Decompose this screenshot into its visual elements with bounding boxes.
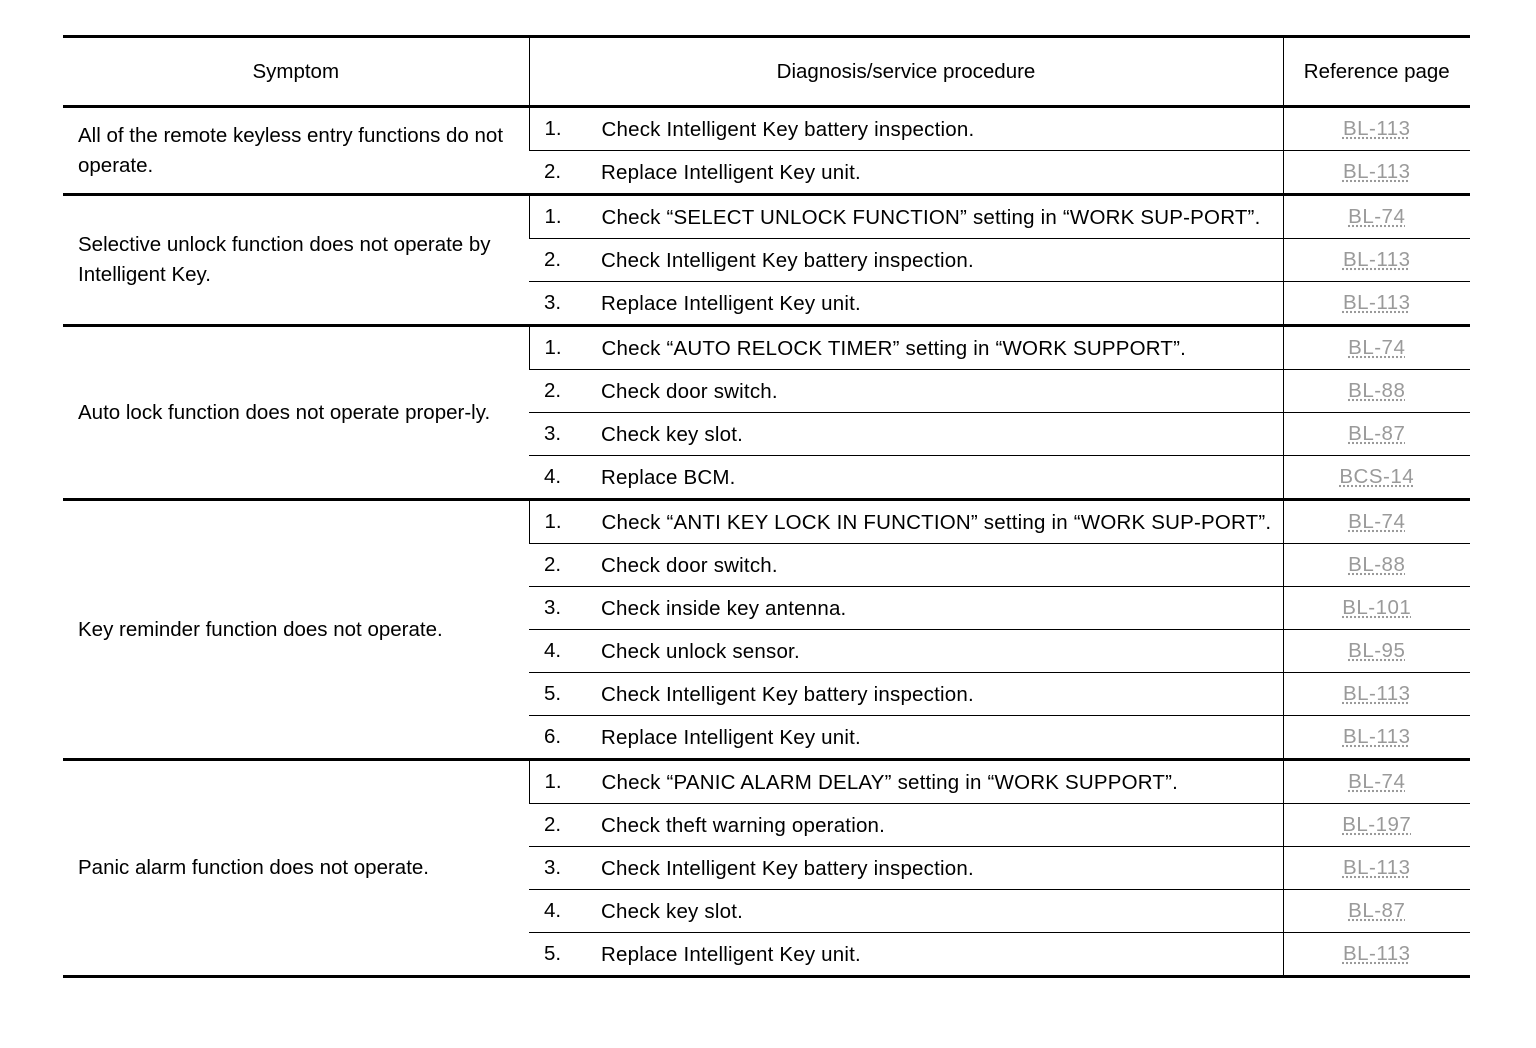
procedure-step: [530, 196, 1283, 238]
symptom-cell: Selective unlock function does not operate by Intelligent Key.: [63, 195, 529, 326]
reference-cell: [1283, 933, 1470, 977]
reference-link[interactable]: BL-74: [1348, 336, 1406, 359]
procedure-cell: [529, 107, 1283, 151]
header-reference: Reference page: [1283, 37, 1470, 107]
step-text: Check Intelligent Key battery inspection.: [601, 682, 974, 706]
symptom-cell: All of the remote keyless entry functions do not operate.: [63, 107, 529, 195]
reference-link[interactable]: BL-74: [1348, 510, 1406, 533]
reference-cell: [1283, 804, 1470, 847]
procedure-step: [529, 804, 1283, 846]
procedure-cell: [529, 151, 1283, 195]
step-text: Check key slot.: [601, 422, 743, 446]
reference-cell: [1283, 847, 1470, 890]
step-text: Check Intelligent Key battery inspection.: [601, 856, 974, 880]
reference-link[interactable]: BL-113: [1342, 291, 1411, 314]
procedure-cell: [529, 239, 1283, 282]
procedure-step: [530, 327, 1283, 369]
reference-link[interactable]: BL-113: [1342, 942, 1411, 965]
symptom-group: [63, 195, 1470, 326]
procedure-cell: [529, 456, 1283, 500]
step-text: Check “SELECT UNLOCK FUNCTION” setting in “WORK SUP-PORT”.: [601, 205, 1261, 229]
step-number: 4.: [544, 465, 562, 488]
symptom-group: [63, 107, 1470, 195]
procedure-step: [529, 587, 1283, 629]
trouble-diagnosis-table: [63, 35, 1470, 978]
reference-link[interactable]: BL-87: [1348, 899, 1406, 922]
procedure-cell: [529, 804, 1283, 847]
reference-link[interactable]: BL-88: [1348, 379, 1406, 402]
step-number: 1.: [544, 117, 562, 140]
reference-cell: [1283, 195, 1470, 239]
reference-cell: [1283, 544, 1470, 587]
step-number: 4.: [544, 639, 562, 662]
reference-cell: [1283, 107, 1470, 151]
reference-cell: [1283, 456, 1470, 500]
reference-cell: [1283, 413, 1470, 456]
step-number: 3.: [544, 291, 562, 314]
reference-link[interactable]: BL-197: [1342, 813, 1412, 836]
step-text: Check Intelligent Key battery inspection.: [601, 117, 975, 141]
procedure-cell: [529, 890, 1283, 933]
procedure-step: [529, 673, 1283, 715]
step-text: Check theft warning operation.: [601, 813, 886, 837]
procedure-step: [529, 933, 1283, 975]
step-text: Replace Intelligent Key unit.: [601, 725, 861, 749]
procedure-step: [529, 456, 1283, 498]
step-text: Replace Intelligent Key unit.: [601, 942, 861, 966]
procedure-step: [529, 239, 1283, 281]
reference-link[interactable]: BL-74: [1348, 770, 1406, 793]
procedure-cell: [529, 673, 1283, 716]
procedure-cell: [529, 370, 1283, 413]
step-text: Check “PANIC ALARM DELAY” setting in “WORK SUPPORT”.: [601, 770, 1179, 794]
step-text: Check door switch.: [601, 553, 778, 577]
step-number: 3.: [544, 422, 562, 445]
header-procedure: Diagnosis/service procedure: [529, 37, 1283, 107]
procedure-step: [530, 501, 1283, 543]
reference-link[interactable]: BL-113: [1342, 160, 1411, 183]
procedure-cell: [529, 587, 1283, 630]
step-text: Check unlock sensor.: [601, 639, 800, 663]
table-row: [63, 195, 1470, 239]
step-text: Check inside key antenna.: [601, 596, 847, 620]
procedure-step: [529, 370, 1283, 412]
step-number: 6.: [544, 725, 562, 748]
step-text: Replace BCM.: [601, 465, 736, 489]
step-text: Check door switch.: [601, 379, 778, 403]
step-number: 2.: [544, 379, 562, 402]
symptom-cell: Key reminder function does not operate.: [63, 500, 529, 760]
step-text: Replace Intelligent Key unit.: [601, 291, 861, 315]
step-number: 5.: [544, 942, 562, 965]
procedure-cell: [529, 282, 1283, 326]
step-number: 2.: [544, 813, 562, 836]
procedure-step: [530, 108, 1283, 150]
reference-link[interactable]: BL-113: [1342, 856, 1411, 879]
symptom-group: [63, 500, 1470, 760]
step-text: Replace Intelligent Key unit.: [601, 160, 861, 184]
procedure-step: [529, 890, 1283, 932]
procedure-step: [529, 544, 1283, 586]
header-symptom: Symptom: [63, 37, 529, 107]
procedure-step: [529, 282, 1283, 324]
symptom-group: [63, 326, 1470, 500]
table-row: [63, 760, 1470, 804]
reference-cell: [1283, 760, 1470, 804]
procedure-cell: [529, 195, 1283, 239]
procedure-cell: [529, 716, 1283, 760]
table-row: [63, 107, 1470, 151]
procedure-cell: [529, 933, 1283, 977]
step-text: Check key slot.: [601, 899, 743, 923]
reference-cell: [1283, 716, 1470, 760]
step-number: 2.: [544, 248, 562, 271]
reference-link[interactable]: BCS-14: [1339, 465, 1415, 488]
reference-cell: [1283, 151, 1470, 195]
symptom-group: [63, 760, 1470, 977]
reference-link[interactable]: BL-87: [1348, 422, 1406, 445]
step-number: 4.: [544, 899, 562, 922]
table-row: [63, 500, 1470, 544]
procedure-cell: [529, 630, 1283, 673]
procedure-step: [529, 630, 1283, 672]
table-row: [63, 326, 1470, 370]
symptom-cell: Auto lock function does not operate proper-ly.: [63, 326, 529, 500]
reference-cell: [1283, 239, 1470, 282]
step-number: 2.: [544, 553, 562, 576]
procedure-cell: [529, 500, 1283, 544]
reference-link[interactable]: BL-101: [1342, 596, 1412, 619]
reference-cell: [1283, 890, 1470, 933]
step-number: 3.: [544, 596, 562, 619]
step-number: 3.: [544, 856, 562, 879]
procedure-cell: [529, 413, 1283, 456]
step-number: 1.: [544, 205, 562, 228]
reference-cell: [1283, 673, 1470, 716]
procedure-step: [530, 761, 1283, 803]
reference-link[interactable]: BL-113: [1342, 248, 1411, 271]
procedure-cell: [529, 326, 1283, 370]
step-number: 5.: [544, 682, 562, 705]
procedure-cell: [529, 760, 1283, 804]
reference-link[interactable]: BL-113: [1342, 725, 1411, 748]
reference-cell: [1283, 630, 1470, 673]
step-number: 1.: [544, 336, 562, 359]
table-header-row: [63, 37, 1470, 107]
procedure-step: [529, 151, 1283, 193]
symptom-cell: Panic alarm function does not operate.: [63, 760, 529, 977]
reference-link[interactable]: BL-74: [1348, 205, 1406, 228]
reference-link[interactable]: BL-88: [1348, 553, 1406, 576]
step-text: Check Intelligent Key battery inspection.: [601, 248, 974, 272]
procedure-step: [529, 847, 1283, 889]
step-number: 1.: [544, 770, 562, 793]
step-number: 2.: [544, 160, 562, 183]
reference-link[interactable]: BL-113: [1342, 117, 1411, 140]
procedure-step: [529, 716, 1283, 758]
step-text: Check “AUTO RELOCK TIMER” setting in “WORK SUPPORT”.: [601, 336, 1187, 360]
reference-cell: [1283, 587, 1470, 630]
reference-cell: [1283, 500, 1470, 544]
reference-link[interactable]: BL-95: [1348, 639, 1406, 662]
procedure-cell: [529, 847, 1283, 890]
step-number: 1.: [544, 510, 562, 533]
reference-cell: [1283, 326, 1470, 370]
step-text: Check “ANTI KEY LOCK IN FUNCTION” setting in “WORK SUP-PORT”.: [601, 510, 1272, 534]
reference-cell: [1283, 282, 1470, 326]
procedure-cell: [529, 544, 1283, 587]
reference-cell: [1283, 370, 1470, 413]
procedure-step: [529, 413, 1283, 455]
reference-link[interactable]: BL-113: [1342, 682, 1411, 705]
